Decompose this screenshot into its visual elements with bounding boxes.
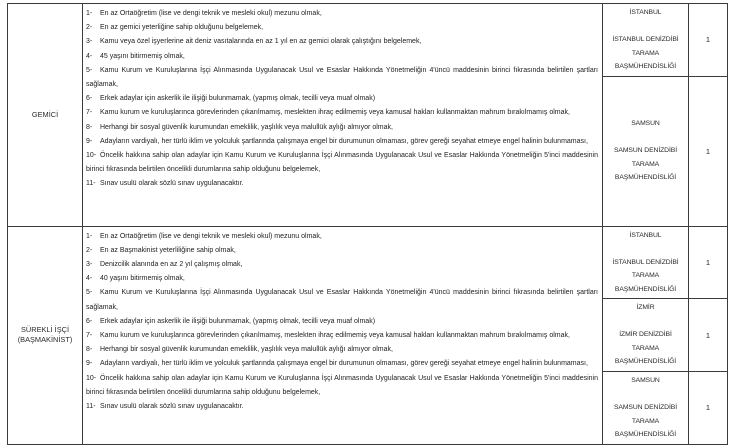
location-cell [603,372,689,445]
location-cell [603,76,689,226]
requirements-cell [83,226,603,444]
requirement-number: 7- [86,331,93,339]
location-unit-line: SAMSUN DENİZDİBİ [614,404,677,411]
requirement-text: Sınav usulü olarak sözlü sınav uygulanacaktır. [100,402,244,410]
location-city: İZMİR [636,304,655,312]
location-unit-name [604,401,687,442]
location-unit-line: İSTANBUL DENİZDİBİ [612,36,679,43]
requirement-text: Kamu kurum ve kuruluşlarınca görevlerinden çıkarılmamış, meslekten ihraç edilmemiş veya kamusal hakları kullanmaktan mahrum bırakılmamış olmak, [100,331,570,339]
location-unit-line: SAMSUN DENİZDİBİ [614,147,677,155]
requirement-number: 1- [86,10,93,17]
quota-count-cell [689,226,728,299]
requirement-number: 11- [86,180,96,188]
job-title-cell [8,226,83,444]
quota-count-cell [689,372,728,445]
requirement-number: 11- [86,402,96,410]
requirement-number: 10- [86,152,97,160]
requirement-item [86,64,598,92]
location-unit-line: TARAMA [631,160,660,168]
location-unit-line: BAŞMÜHENDİSLİĞİ [614,63,677,70]
requirement-text: Denizcilik alanında en az 2 yıl çalışmış olmak, [100,260,243,268]
location-cell [603,4,689,77]
requirement-number: 2- [86,24,93,32]
location-unit-line: BAŞMÜHENDİSLİĞİ [614,358,677,366]
requirement-number: 6- [86,317,93,325]
location-city: İSTANBUL [629,9,662,16]
requirement-text: Öncelik hakkına sahip olan adaylar için Kamu Kurum ve Kuruluşlarına İşçi Alınmasında Uygulanacak Usul ve Esaslar Hakkında Yönetmeliğin 5'inci maddesinin birinci fıkrasında belirtilen öncelikli durumlarına sahip olduğunu belgelemek, [86,152,598,174]
requirement-number: 1- [86,232,93,240]
posting-row [8,4,728,77]
quota-count-cell [689,299,728,372]
requirement-number: 8- [86,123,93,131]
requirement-text: Herhangi bir sosyal güvenlik kurumundan emeklilik, yaşlılık veya malullük aylığı almıyor olmak, [100,123,393,131]
requirement-number: 9- [86,360,93,368]
requirement-number: 4- [86,275,93,283]
quota-count: 1 [705,403,711,413]
location-city: SAMSUN [631,377,660,384]
location-city: İSTANBUL [629,231,662,239]
quota-count-cell [689,76,728,226]
location-cell [603,226,689,299]
requirement-item [86,343,598,357]
quota-count-cell [689,4,728,77]
requirement-number: 10- [86,374,97,382]
quota-count: 1 [705,257,711,267]
requirement-item [86,286,598,314]
requirement-text: Sınav usulü olarak sözlü sınav uygulanacaktır. [100,180,244,188]
requirement-item [86,35,598,49]
requirement-item [86,135,598,149]
requirement-text: En az Ortaöğretim (lise ve dengi teknik ve mesleki okul) mezunu olmak, [100,232,322,240]
requirement-item [86,50,598,64]
requirement-item [86,272,598,286]
requirement-item [86,230,598,244]
location-unit-name [604,328,687,369]
location-unit-name [604,256,687,297]
requirement-number: 6- [86,95,93,103]
requirement-number: 3- [86,260,93,268]
location-unit-name [604,144,687,185]
quota-count: 1 [705,330,711,340]
requirement-text: Adayların vardiyalı, her türlü iklim ve yolculuk şartlarında çalışmaya engel bir durumunun olmaması, görev gereği seyahat etmeye engel halinin bulunmaması, [100,360,588,368]
requirement-number: 3- [86,38,93,46]
job-announcement-table [7,3,728,445]
requirement-item [86,121,598,135]
requirement-item [86,357,598,371]
location-unit-line: TARAMA [631,49,660,57]
requirement-text: Öncelik hakkına sahip olan adaylar için Kamu Kurum ve Kuruluşlarına İşçi Alınmasında Uygulanacak Usul ve Esaslar Hakkında Yönetmeliğin 5'inci maddesinin birinci fıkrasında belirtilen öncelikli durumlarına sahip olduğunu belgelemek, [86,374,598,396]
requirement-number: 4- [86,52,93,60]
requirement-number: 5- [86,289,93,297]
location-unit-line: BAŞMÜHENDİSLİĞİ [614,285,677,293]
quota-count: 1 [705,35,711,45]
requirement-item [86,92,598,106]
requirement-text: En az Başmakinist yeterliliğine sahip olmak, [100,246,236,254]
location-unit-line: BAŞMÜHENDİSLİĞİ [614,431,677,438]
job-title-text: SÜREKLİ İŞÇİ (BAŞMAKİNİST) [17,325,73,344]
requirement-item [86,329,598,343]
location-unit-line: BAŞMÜHENDİSLİĞİ [614,174,677,182]
requirement-text: Herhangi bir sosyal güvenlik kurumundan emeklilik, yaşlılık veya malullük aylığı almıyor olmak, [100,346,393,354]
requirement-number: 7- [86,109,93,117]
requirement-text: Adayların vardiyalı, her türlü iklim ve yolculuk şartlarında çalışmaya engel bir durumunun olmaması, görev gereği seyahat etmeye engel halinin bulunmaması, [100,137,588,145]
requirement-text: Kamu Kurum ve Kuruluşlarına İşçi Alınmasında Uygulanacak Usul ve Esaslar Hakkında Yönetmeliğin 4'üncü maddesinin birinci fıkrasında belirtilen şartları sağlamak, [86,66,598,89]
requirement-item [86,258,598,272]
requirement-number: 8- [86,346,93,354]
job-title-cell [8,4,83,227]
requirement-text: En az Ortaöğretim (lise ve dengi teknik ve mesleki okul) mezunu olmak, [100,10,322,17]
requirement-number: 5- [86,66,93,74]
requirement-text: Erkek adaylar için askerlik ile ilişiği bulunmamak, (yapmış olmak, tecilli veya muaf olmak) [100,317,376,325]
location-unit-line: TARAMA [631,344,660,352]
requirement-text: Kamu Kurum ve Kuruluşlarına İşçi Alınmasında Uygulanacak Usul ve Esaslar Hakkında Yönetmeliğin 4'üncü maddesinin birinci fıkrasında belirtilen şartları sağlamak, [86,289,598,311]
requirement-number: 9- [86,137,93,145]
requirement-text: 40 yaşını bitirmemiş olmak, [100,275,185,283]
job-title-text: GEMİCİ [31,109,59,119]
requirement-number: 2- [86,246,93,254]
location-unit-line: TARAMA [631,272,660,279]
requirement-item [86,244,598,258]
location-unit-line: TARAMA [631,417,660,425]
requirement-item [86,7,598,21]
location-city: SAMSUN [631,120,660,128]
requirement-text: Erkek adaylar için askerlik ile ilişiği bulunmamak, (yapmış olmak, tecilli veya muaf olmak) [100,95,376,103]
location-unit-name [604,33,687,74]
requirement-text: 45 yaşını bitirmemiş olmak, [100,52,185,60]
requirement-item [86,149,598,177]
location-unit-line: İSTANBUL DENİZDİBİ [612,258,679,266]
quota-count: 1 [705,146,711,156]
posting-row [8,226,728,299]
requirement-item [86,372,598,400]
requirements-cell [83,4,603,227]
requirement-text: Kamu veya özel işyerlerine ait deniz vasıtalarında en az 1 yıl en az gemici olarak çalıştığını belgelemek, [100,38,422,46]
requirement-item [86,177,598,191]
requirement-text: En az gemici yeterliğine sahip olduğunu belgelemek, [100,24,264,32]
requirement-item [86,21,598,35]
requirement-item [86,106,598,120]
requirement-text: Kamu kurum ve kuruluşlarınca görevlerinden çıkarılmamış, meslekten ihraç edilmemiş veya kamusal hakları kullanmaktan mahrum bırakılmamış olmak, [100,109,570,117]
job-table-body [8,4,728,445]
requirement-item [86,400,598,414]
requirement-item [86,315,598,329]
location-cell [603,299,689,372]
location-unit-line: İZMİR DENİZDİBİ [619,331,672,339]
